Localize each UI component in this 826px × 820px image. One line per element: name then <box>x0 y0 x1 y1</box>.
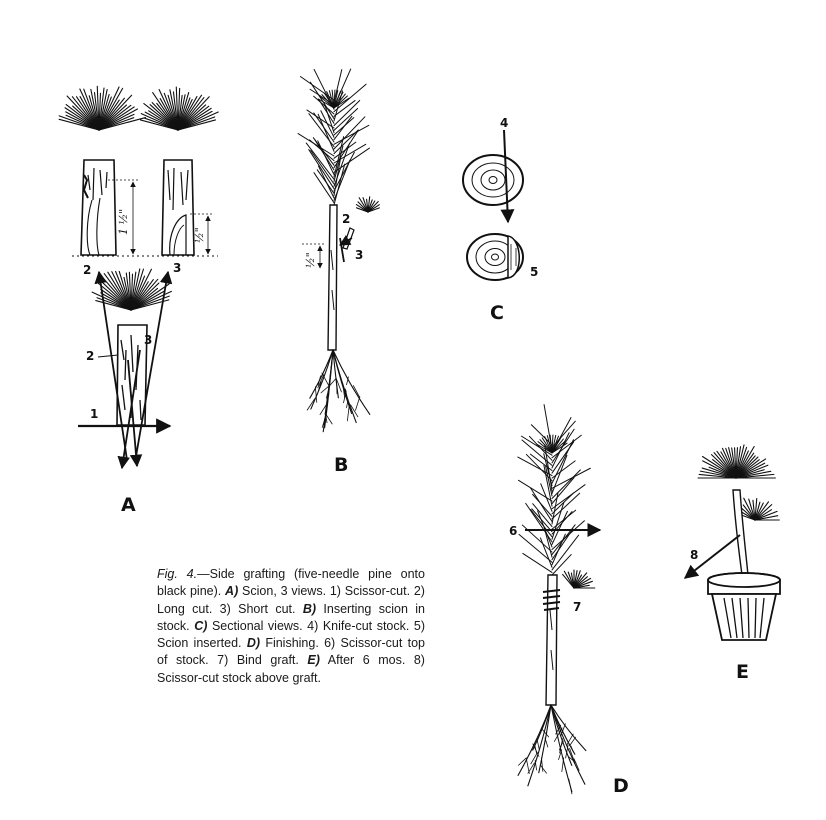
callout-2: 2 <box>342 212 351 226</box>
dimension-label: ½" <box>304 252 317 268</box>
caption-a-text: Scion, 3 views. 1) Scissor-cut. 2) Long cut. 3) Short cut. <box>157 584 425 616</box>
section-scion-inserted <box>467 234 523 280</box>
root-system <box>518 705 586 794</box>
callout-2: 2 <box>86 349 95 363</box>
callout-3-top: 3 <box>173 261 182 275</box>
caption-e-text: After 6 mos. 8) Scissor-cut stock above graft. <box>157 653 425 685</box>
root-system <box>307 350 370 432</box>
panel-c <box>463 116 538 324</box>
panel-b <box>298 69 379 476</box>
needle-tuft <box>140 87 218 130</box>
dimension-label: ½" <box>193 227 206 243</box>
caption-d-label: D) <box>246 636 261 651</box>
caption-fig-label: Fig. 4. <box>157 567 198 581</box>
callout-5: 5 <box>530 265 539 279</box>
panel-label-e: E <box>736 661 749 683</box>
panel-d <box>509 405 629 797</box>
callout-6: 6 <box>509 524 518 538</box>
callout-2-top: 2 <box>83 263 92 277</box>
caption-d-text: Finishing. 6) Scissor-cut top of stock. 7) Bind graft. <box>157 636 425 668</box>
caption-e-label: E) <box>307 653 320 668</box>
panel-e <box>685 445 780 683</box>
callout-4: 4 <box>500 116 509 130</box>
caption-b-label: B) <box>302 601 317 616</box>
scion-view-long-cut <box>59 86 145 255</box>
section-knife-cut <box>463 155 523 205</box>
needle-tuft <box>59 86 145 130</box>
flower-pot <box>708 573 780 640</box>
callout-8: 8 <box>690 548 699 562</box>
caption-title: Side grafting (five-needle pine onto black pine). <box>157 567 425 599</box>
panel-label-c: C <box>490 302 504 324</box>
caption-dash: — <box>197 567 210 581</box>
grafted-scion <box>563 570 595 588</box>
panel-label-d: D <box>613 775 629 797</box>
caption-c-text: Sectional views. 4) Knife-cut stock. 5) Scion inserted. <box>157 618 425 651</box>
callout-3: 3 <box>355 248 364 262</box>
callout-1: 1 <box>90 407 99 421</box>
panel-a <box>59 86 218 516</box>
callout-3: 3 <box>144 333 153 347</box>
caption-c-label: C) <box>194 618 208 633</box>
callout-7: 7 <box>573 600 582 614</box>
caption-b-text: Inserting scion in stock. <box>157 601 425 633</box>
needle-brush <box>298 69 369 205</box>
caption-a-label: A) <box>225 584 239 599</box>
needle-tuft <box>698 445 775 478</box>
panel-label-a: A <box>121 494 136 516</box>
figure-caption <box>157 566 425 687</box>
scion-view-short-cut <box>140 87 218 255</box>
dimension-label: 1 ½" <box>117 208 130 235</box>
panel-label-b: B <box>334 454 349 476</box>
needle-brush <box>518 405 590 575</box>
